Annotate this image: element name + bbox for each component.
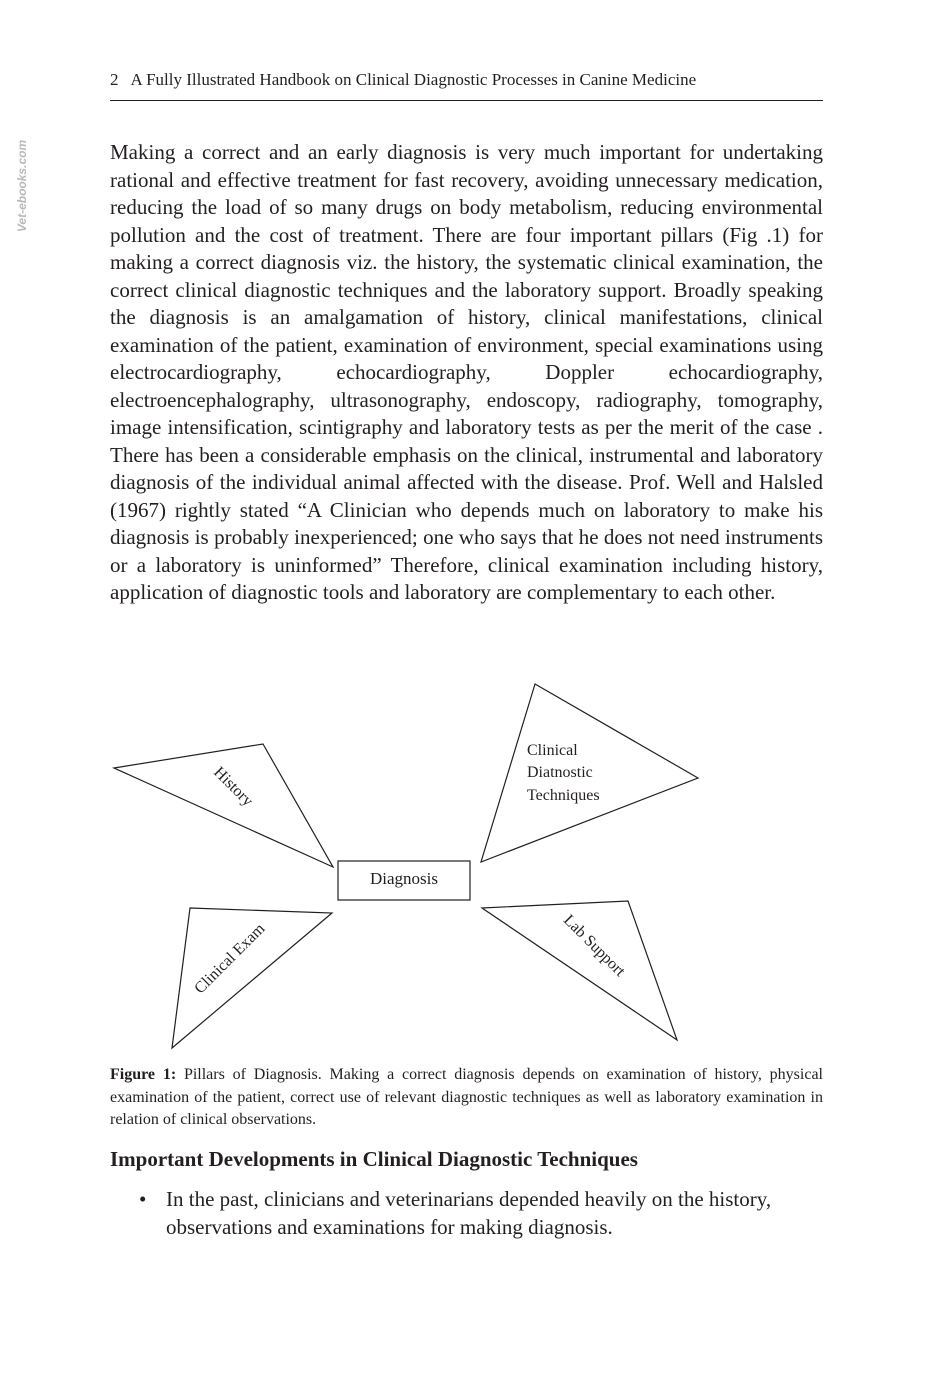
techniques-label-line-3: Techniques: [527, 787, 600, 804]
techniques-label-line-1: Clinical: [527, 742, 578, 759]
page-number: 2: [110, 70, 119, 89]
caption-label: Figure 1:: [110, 1066, 177, 1083]
figure-pillars-of-diagnosis: [0, 670, 936, 1060]
body-paragraph: Making a correct and an early diagnosis is very much important for undertaking rational and effective treatment for fast recovery, avoiding unnecessary medication, reducing the load of so many drugs on body metabolism, reducing environmental pollution and the cost of treatment. There are four important pillars (Fig .1) for making a correct diagnosis viz. the history, the systematic clinical examination, the correct clinical diagnostic techniques and the laboratory support. Broadly speaking the diagnosis is an amalgamation of history, clinical manifestations, clinical examination of the patient, examination of environment, special examinations using electrocardiography, echocardiography, Doppler echocardiography, electroencephalography, ultrasonography, endoscopy, radiography, tomography, image intensification, scintigraphy and laboratory tests as per the merit of the case . There has been a considerable emphasis on the clinical, instrumental and laboratory diagnosis of the individual animal affected with the disease. Prof. Well and Halsled (1967) rightly stated “A Clinician who depends much on laboratory to make his diagnosis is probably inexperienced; one who says that he does not need instruments or a laboratory is uninformed” Therefore, clinical examination including history, application of diagnostic tools and laboratory are complementary to each other.: [110, 140, 823, 604]
bullet-list: [110, 1186, 823, 1241]
list-item-text: In the past, clinicians and veterinarians depended heavily on the history, observations and examinations for making diagnosis.: [166, 1187, 772, 1239]
history-triangle: [114, 744, 333, 867]
figure-caption: [110, 1064, 823, 1132]
section-heading: Important Developments in Clinical Diagnostic Techniques: [110, 1147, 638, 1171]
clinical-exam-label: Clinical Exam: [191, 920, 269, 998]
book-title: A Fully Illustrated Handbook on Clinical Diagnostic Processes in Canine Medicine: [130, 70, 697, 89]
caption-text: Pillars of Diagnosis. Making a correct diagnosis depends on examination of history, physical examination of the patient, correct use of relevant diagnostic techniques as well as laboratory examination in relation of clinical observations.: [110, 1066, 824, 1128]
pillars-diagram: [0, 670, 936, 1060]
lab-support-label: Lab Support: [560, 911, 629, 980]
running-head: [110, 70, 823, 90]
watermark-logo: [10, 128, 34, 243]
watermark-text: Vet-ebooks.com: [15, 139, 29, 232]
header-rule: [110, 100, 823, 101]
list-item: [110, 1186, 823, 1241]
history-label: History: [210, 763, 257, 810]
techniques-label-line-2: Diatnostic: [527, 764, 593, 781]
bullet-marker: •: [139, 1187, 147, 1211]
diagnosis-label: Diagnosis: [370, 869, 438, 888]
